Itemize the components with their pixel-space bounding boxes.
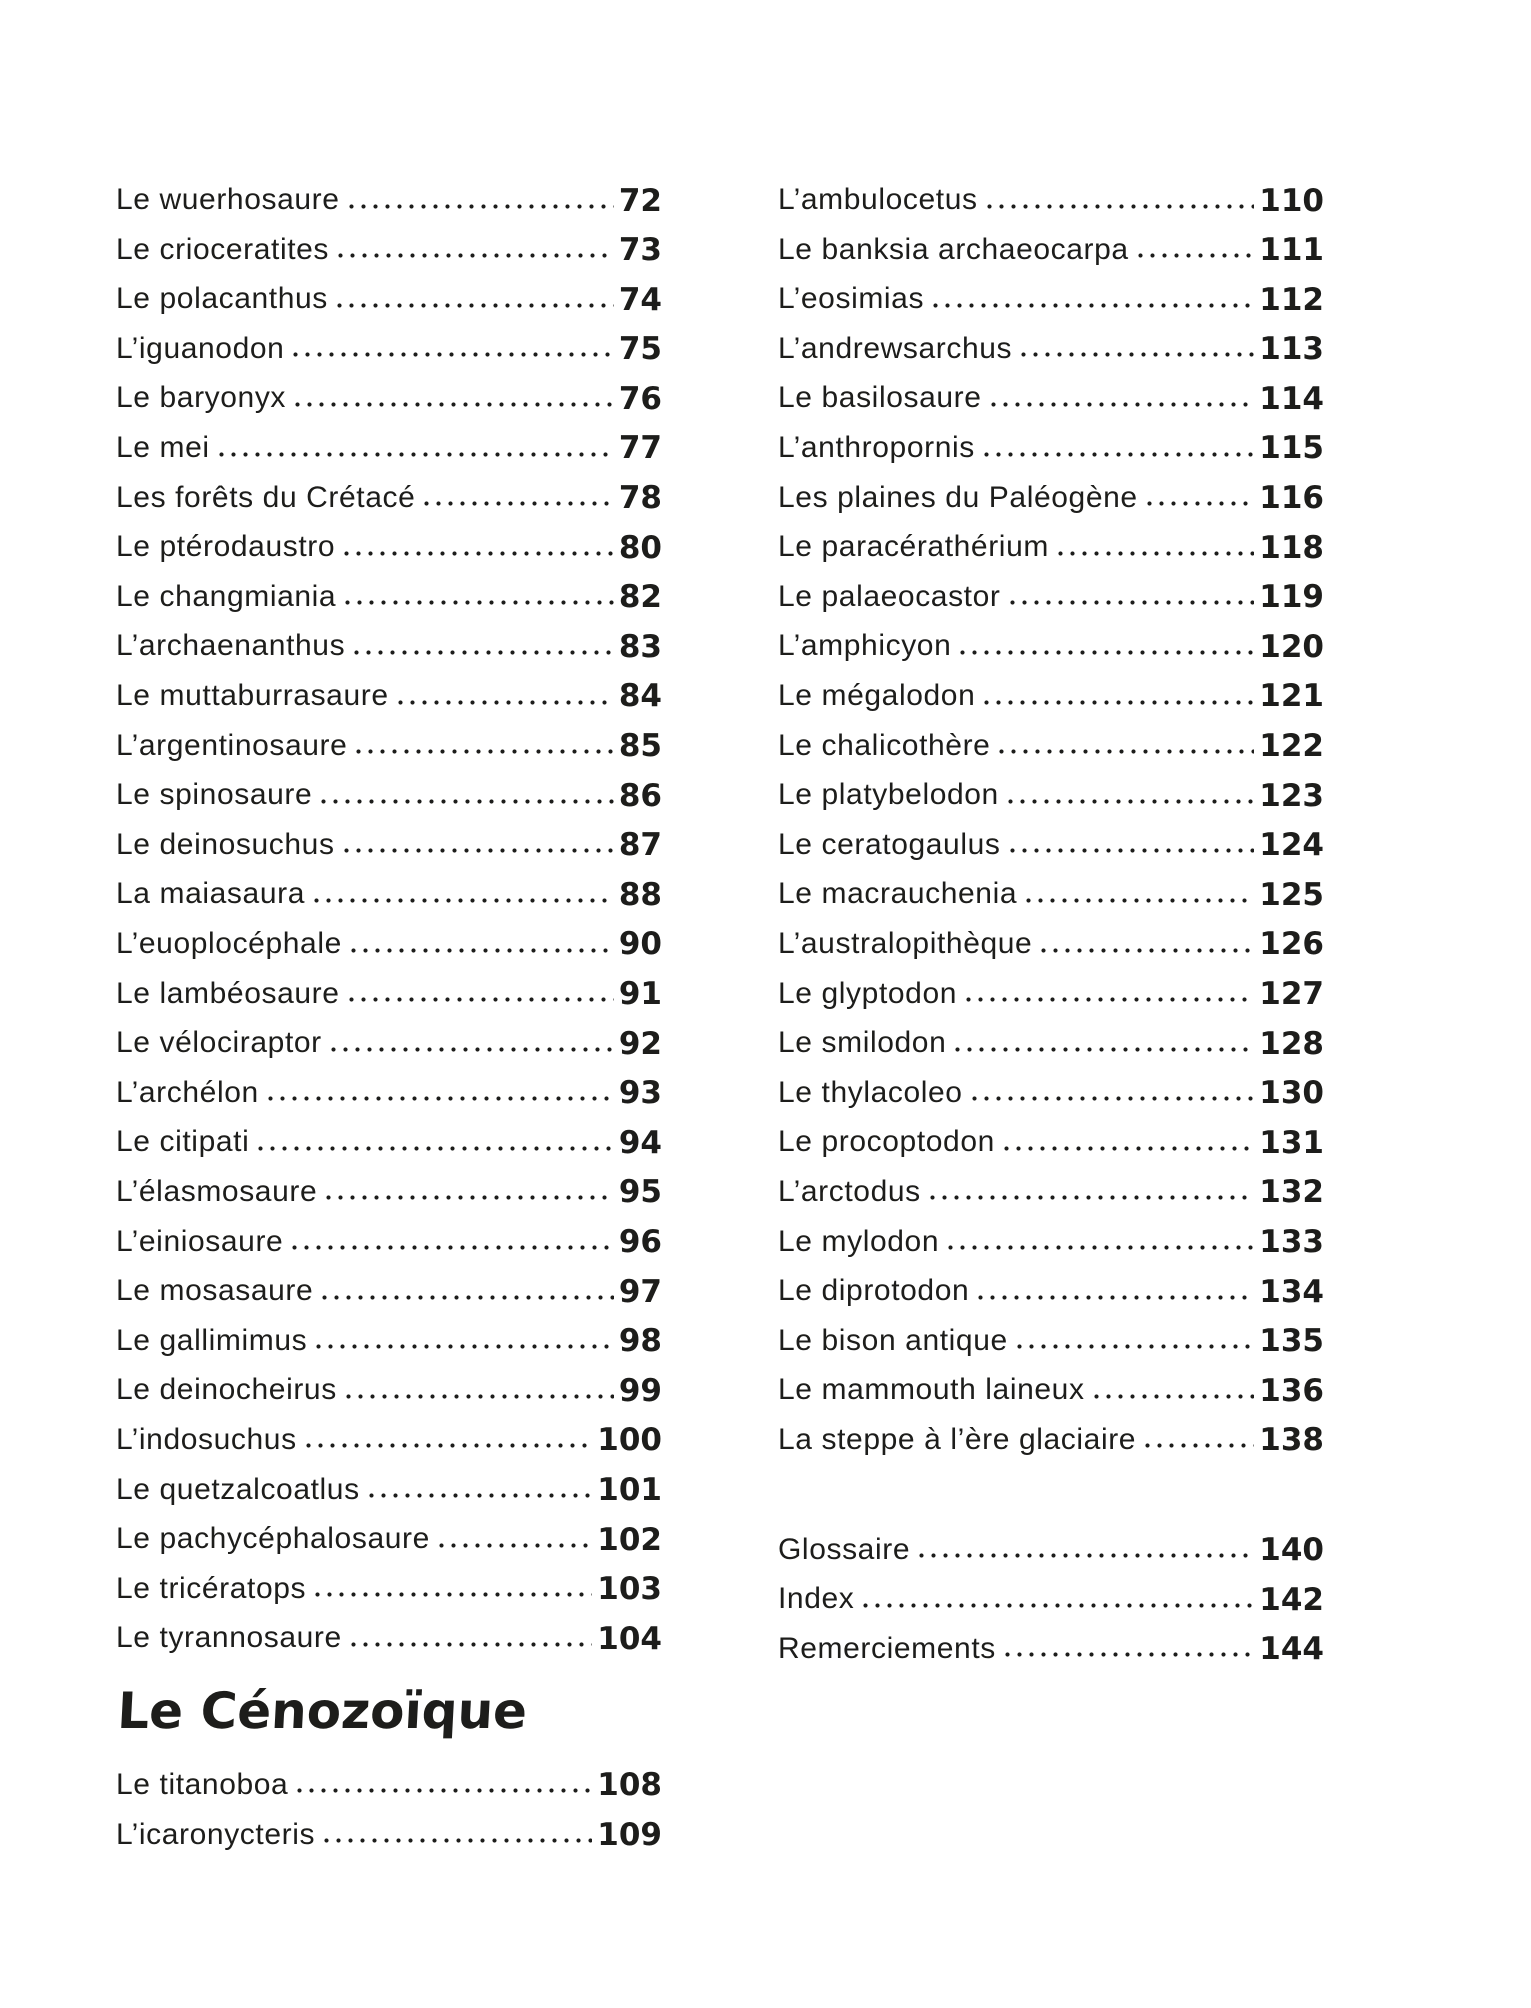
toc-entry-page: 121 [1259,678,1324,715]
dot-leader [297,1788,592,1793]
toc-entry [116,1802,662,1852]
toc-entry-page: 87 [618,827,662,864]
toc-entry [116,614,662,664]
toc-entry [116,168,662,218]
toc-entry [116,962,662,1012]
toc-entry [778,366,1324,416]
toc-list-cenozoic-continued [778,168,1324,1457]
toc-entry-page: 78 [618,480,662,517]
toc-entry-label: Le palaeocastor [778,579,1001,613]
toc-entry-page: 99 [618,1372,662,1409]
toc-entry [778,317,1324,367]
toc-entry-label: Le chalicothère [778,728,991,762]
dot-leader [356,749,613,754]
toc-entry-page: 74 [618,281,662,318]
toc-entry-label: Le platybelodon [778,778,999,812]
toc-entry [116,714,662,764]
dot-leader [987,204,1255,209]
dot-leader [314,898,614,903]
dot-leader [1138,253,1255,258]
toc-entry-label: L’iguanodon [116,331,285,365]
dot-leader [354,650,614,655]
toc-entry-page: 124 [1259,827,1324,864]
toc-entry-label: Le paracérathérium [778,530,1049,564]
toc-entry-label: Le bison antique [778,1323,1008,1357]
toc-entry-page: 120 [1259,628,1324,665]
dot-leader [1058,551,1254,556]
dot-leader [316,1344,614,1349]
toc-entry-label: Remerciements [778,1631,996,1665]
toc-entry-label: Le glyptodon [778,976,958,1010]
dot-leader [337,303,614,308]
toc-entry-label: L’anthropornis [778,431,975,465]
dot-leader [258,1146,614,1151]
toc-entry [778,515,1324,565]
toc-entry-page: 118 [1259,529,1324,566]
dot-leader [331,1047,614,1052]
dot-leader [1041,948,1254,953]
toc-entry [116,218,662,268]
toc-entry [116,466,662,516]
toc-entry-label: Les forêts du Crétacé [116,480,416,514]
toc-entry [116,1110,662,1160]
toc-entry [116,862,662,912]
toc-entry-label: Le thylacoleo [778,1075,963,1109]
toc-entry-page: 90 [618,926,662,963]
dot-leader [978,1295,1254,1300]
toc-entry-page: 85 [618,728,662,765]
toc-entry-label: L’indosuchus [116,1422,297,1456]
toc-entry-page: 115 [1259,430,1324,467]
toc-entry [116,1160,662,1210]
toc-entry-label: Le mégalodon [778,679,976,713]
toc-entry [116,267,662,317]
toc-entry-page: 132 [1259,1174,1324,1211]
toc-entry-label: Le wuerhosaure [116,183,340,217]
toc-entry-label: Le titanoboa [116,1767,289,1801]
toc-entry [778,1061,1324,1111]
toc-entry-label: L’eosimias [778,282,925,316]
dot-leader [1008,799,1254,804]
dot-leader [948,1245,1254,1250]
toc-entry [778,763,1324,813]
toc-entry-label: L’euoplocéphale [116,927,342,960]
toc-entry-page: 76 [618,380,662,417]
toc-entry [116,1457,662,1507]
toc-entry-page: 91 [618,976,662,1012]
toc-entry [778,416,1324,466]
toc-entry [116,565,662,615]
dot-leader [326,1195,614,1200]
toc-entry-label: L’einiosaure [116,1224,284,1258]
toc-entry-page: 77 [618,430,662,467]
toc-entry-label: Glossaire [778,1532,911,1566]
dot-leader [1017,1344,1255,1349]
toc-entry-page: 135 [1259,1323,1324,1360]
toc-entry-label: Le basilosaure [778,381,982,415]
toc-entry-page: 116 [1259,480,1324,517]
dot-leader [863,1603,1254,1608]
toc-list-cenozoic [116,1753,662,1852]
toc-entry-page: 138 [1259,1422,1324,1459]
toc-entry-page: 101 [597,1471,662,1508]
toc-entry [116,1011,662,1061]
toc-entry-page: 144 [1259,1631,1324,1668]
toc-entry-page: 80 [618,529,662,566]
toc-entry-label: L’australopithèque [778,927,1033,960]
toc-entry [778,1517,1324,1567]
toc-entry-label: Le smilodon [778,1026,947,1060]
toc-entry-page: 97 [618,1273,662,1310]
toc-entry [116,1557,662,1607]
toc-entry-page: 84 [618,678,662,715]
toc-entry [116,1061,662,1111]
toc-entry-label: Le deinosuchus [116,827,335,861]
toc-entry-label: Le quetzalcoatlus [116,1472,360,1506]
toc-entry-page: 88 [618,876,662,913]
toc-entry-label: La maiasaura [116,877,305,911]
dot-leader [369,1493,593,1498]
toc-entry-page: 127 [1259,976,1324,1012]
toc-entry-page: 126 [1259,926,1324,963]
dot-leader [930,1195,1255,1200]
toc-entry [778,1160,1324,1210]
toc-entry-label: Le pachycéphalosaure [116,1522,430,1556]
dot-leader [315,1592,592,1597]
toc-entry-label: Le ceratogaulus [778,827,1001,861]
toc-entry [778,565,1324,615]
toc-entry-page: 104 [597,1620,662,1657]
dot-leader [984,452,1254,457]
dot-leader [322,1295,614,1300]
toc-entry [778,714,1324,764]
toc-entry-label: Le mosasaure [116,1274,314,1308]
toc-entry-page: 142 [1259,1581,1324,1618]
toc-entry-page: 100 [597,1422,662,1459]
toc-entry-page: 112 [1259,281,1324,318]
toc-entry-page: 73 [618,232,662,269]
toc-entry [778,218,1324,268]
dot-leader [1010,600,1255,605]
toc-entry [116,912,662,962]
toc-column-left [116,168,662,1852]
dot-leader [1021,352,1254,357]
toc-entry-label: Le vélociraptor [116,1026,322,1060]
toc-entry-page: 119 [1259,579,1324,616]
dot-leader [1005,1652,1254,1657]
dot-leader [424,501,613,506]
toc-entry-page: 103 [597,1571,662,1608]
toc-entry-page: 136 [1259,1372,1324,1409]
toc-entry [116,515,662,565]
dot-leader [972,1096,1255,1101]
toc-entry-page: 98 [618,1323,662,1360]
toc-entry-page: 92 [618,1025,662,1062]
toc-entry-label: Le ptérodaustro [116,530,336,564]
toc-list-mesozoic [116,168,662,1656]
dot-leader [346,1394,614,1399]
toc-entry-label: Le polacanthus [116,282,328,316]
toc-entry-page: 131 [1259,1124,1324,1161]
toc-entry-label: Le crioceratites [116,232,330,266]
toc-entry-label: Index [778,1582,855,1616]
toc-entry-label: Le mylodon [778,1224,940,1258]
toc-entry [778,664,1324,714]
toc-entry-page: 113 [1259,331,1324,368]
toc-entry-page: 75 [618,331,662,368]
dot-leader [321,799,614,804]
toc-entry-page: 83 [618,628,662,665]
toc-list-end-matter [778,1517,1324,1666]
toc-entry [116,1606,662,1656]
toc-entry-page: 108 [597,1767,662,1804]
toc-entry-page: 111 [1259,232,1324,269]
toc-entry [116,317,662,367]
toc-entry-label: Le muttaburrasaure [116,679,389,713]
toc-entry [778,813,1324,863]
toc-entry-label: Le deinocheirus [116,1373,337,1407]
toc-entry-page: 133 [1259,1223,1324,1260]
toc-entry-label: Le procoptodon [778,1125,995,1159]
toc-entry-page: 86 [618,777,662,814]
dot-leader [349,204,614,209]
toc-entry [778,912,1324,962]
toc-entry-label: L’ambulocetus [778,183,978,217]
toc-entry [778,1011,1324,1061]
toc-entry-page: 128 [1259,1025,1324,1062]
toc-entry-page: 130 [1259,1075,1324,1112]
toc-entry-label: L’andrewsarchus [778,331,1013,365]
dot-leader [439,1543,592,1548]
toc-entry [778,614,1324,664]
toc-entry-page: 134 [1259,1273,1324,1310]
toc-entry-label: Le gallimimus [116,1323,308,1357]
dot-leader [344,848,614,853]
toc-entry-page: 122 [1259,728,1324,765]
toc-entry [778,1408,1324,1458]
toc-entry-page: 125 [1259,876,1324,913]
dot-leader [351,948,614,953]
toc-entry [116,1358,662,1408]
dot-leader [1145,1443,1254,1448]
toc-entry-label: Le tricératops [116,1571,307,1605]
dot-leader [268,1096,614,1101]
toc-entry [116,1753,662,1803]
toc-entry [778,267,1324,317]
toc-entry [778,1358,1324,1408]
toc-entry-page: 72 [618,182,662,219]
toc-entry-page: 114 [1259,380,1324,417]
toc-entry [116,416,662,466]
dot-leader [999,749,1254,754]
dot-leader [1147,501,1255,506]
toc-entry-label: Les plaines du Paléogène [778,480,1138,514]
dot-leader [349,997,614,1002]
toc-entry [778,1110,1324,1160]
toc-entry-page: 109 [597,1816,662,1853]
section-heading-cenozoique: Le Cénozoïque [115,1681,529,1740]
toc-entry-page: 110 [1259,182,1324,219]
toc-entry [778,862,1324,912]
dot-leader [960,650,1254,655]
dot-leader [338,253,614,258]
toc-entry [116,1507,662,1557]
dot-leader [344,551,614,556]
toc-entry-page: 140 [1259,1531,1324,1568]
dot-leader [1094,1394,1255,1399]
toc-entry-page: 82 [618,579,662,616]
dot-leader [1010,848,1255,853]
toc-entry [778,466,1324,516]
toc-entry [778,1309,1324,1359]
toc-entry-label: Le macrauchenia [778,877,1018,911]
dot-leader [933,303,1254,308]
toc-entry [778,1617,1324,1667]
toc-entry [116,1209,662,1259]
toc-entry-page: 123 [1259,777,1324,814]
toc-entry-label: Le citipati [116,1125,250,1159]
toc-entry [116,1309,662,1359]
toc-entry-label: L’archaenanthus [116,629,346,663]
toc-entry-label: L’archélon [116,1075,259,1109]
toc-entry [116,813,662,863]
toc-entry-label: La steppe à l’ère glaciaire [778,1422,1137,1456]
dot-leader [991,402,1255,407]
dot-leader [1004,1146,1254,1151]
dot-leader [345,600,614,605]
toc-entry-label: L’icaronycteris [116,1817,316,1851]
dot-leader [295,402,614,407]
toc-entry [116,1408,662,1458]
toc-entry-page: 95 [618,1174,662,1211]
dot-leader [398,700,614,705]
toc-entry-label: Le lambéosaure [116,976,340,1010]
toc-column-right [778,168,1324,1666]
toc-entry [116,366,662,416]
toc-entry [778,1259,1324,1309]
toc-entry-page: 102 [597,1521,662,1558]
toc-entry [778,168,1324,218]
toc-entry-label: Le spinosaure [116,778,313,812]
dot-leader [292,1245,614,1250]
dot-leader [306,1443,593,1448]
toc-entry-label: Le mei [116,431,210,465]
dot-leader [955,1047,1254,1052]
dot-leader [219,452,614,457]
dot-leader [324,1838,592,1843]
dot-leader [293,352,613,357]
toc-entry-label: Le mammouth laineux [778,1373,1085,1407]
toc-entry-label: L’argentinosaure [116,728,348,762]
toc-entry-page: 96 [618,1223,662,1260]
toc-entry-label: Le banksia archaeocarpa [778,232,1129,266]
toc-entry [778,1567,1324,1617]
toc-entry [116,763,662,813]
dot-leader [966,997,1254,1002]
toc-entry-label: Le diprotodon [778,1274,970,1308]
dot-leader [919,1553,1254,1558]
dot-leader [351,1642,592,1647]
toc-entry-label: Le changmiania [116,579,337,613]
dot-leader [984,700,1254,705]
toc-entry [116,664,662,714]
dot-leader [1026,898,1254,903]
toc-entry-label: L’arctodus [778,1174,921,1208]
toc-entry-page: 94 [618,1124,662,1161]
toc-entry-label: L’élasmosaure [116,1174,318,1208]
toc-entry [116,1259,662,1309]
toc-entry-label: Le baryonyx [116,381,287,415]
toc-entry-label: Le tyrannosaure [116,1621,342,1655]
toc-entry [778,1209,1324,1259]
toc-entry-page: 93 [618,1075,662,1112]
toc-entry-label: L’amphicyon [778,629,952,663]
toc-entry [778,962,1324,1012]
